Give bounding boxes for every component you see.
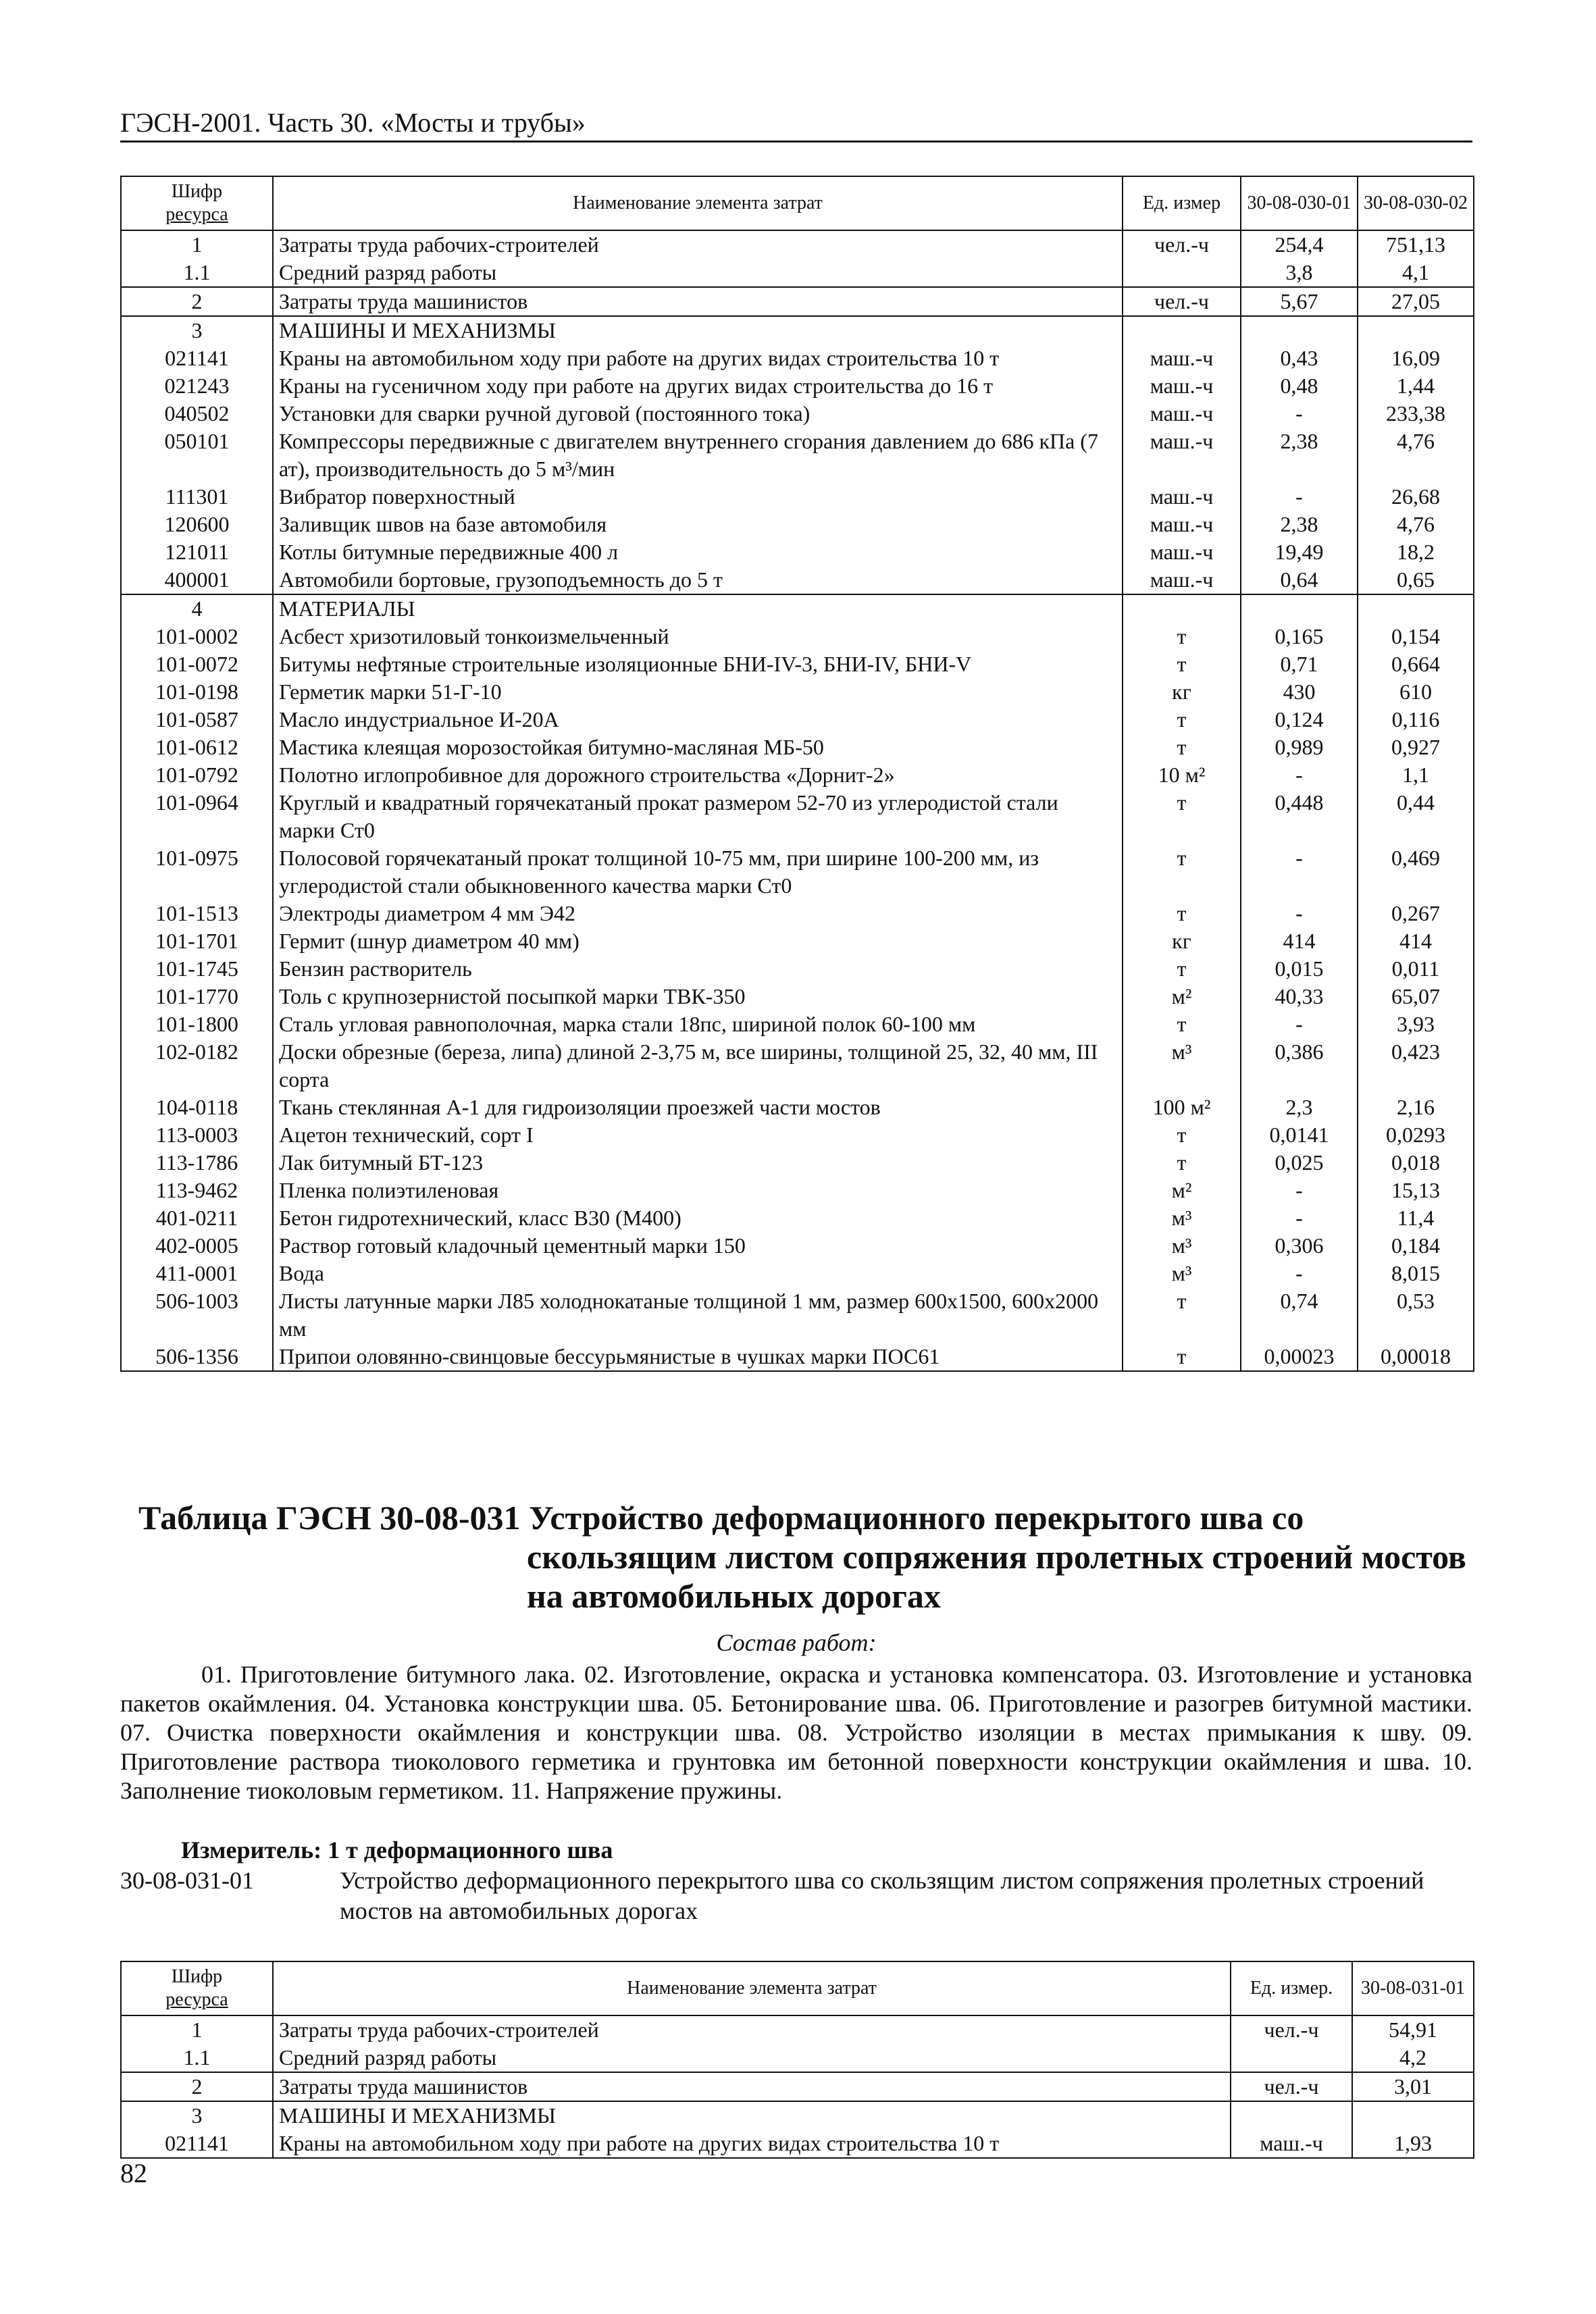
- norm-description: [120, 1866, 1472, 1926]
- cell-norm-2: 18,2: [1358, 538, 1474, 566]
- cell-unit: м³: [1123, 1038, 1241, 1094]
- cell-norm-1: 3,8: [1241, 259, 1358, 287]
- cell-name: Средний разряд работы: [273, 2044, 1231, 2072]
- cell-unit: т: [1123, 1010, 1241, 1038]
- cell-unit: [1123, 594, 1241, 623]
- table-row: [121, 2015, 1474, 2044]
- cell-name: Листы латунные марки Л85 холоднокатаные толщиной 1 мм, размер 600х1500, 600х2000 мм: [273, 1287, 1123, 1343]
- cell-norm-1: -: [1241, 1260, 1358, 1287]
- cell-norm-2: 3,93: [1358, 1010, 1474, 1038]
- cell-norm-1: 2,38: [1241, 511, 1358, 538]
- cell-unit: маш.-ч: [1123, 400, 1241, 428]
- cell-norm-1: 54,91: [1352, 2015, 1474, 2044]
- cell-unit: т: [1123, 1149, 1241, 1177]
- table-row: [121, 316, 1474, 344]
- cell-norm-2: 233,38: [1358, 400, 1474, 428]
- table-row: [121, 1094, 1474, 1121]
- cell-unit: м³: [1123, 1204, 1241, 1232]
- cell-name: Лак битумный БТ-123: [273, 1149, 1123, 1177]
- cell-name: Краны на гусеничном ходу при работе на других видах строительства до 16 т: [273, 372, 1123, 400]
- cell-norm-2: 8,015: [1358, 1260, 1474, 1287]
- cell-norm-1: 414: [1241, 927, 1358, 955]
- cell-norm-1: -: [1241, 1010, 1358, 1038]
- cell-name: Установки для сварки ручной дуговой (постоянного тока): [273, 400, 1123, 428]
- table-row: [121, 594, 1474, 623]
- cell-name: Вода: [273, 1260, 1123, 1287]
- cell-code: 021141: [121, 2130, 273, 2158]
- cell-unit: маш.-ч: [1123, 483, 1241, 511]
- cell-norm-1: -: [1241, 483, 1358, 511]
- norm-text: Устройство деформационного перекрытого шва со скользящим листом сопряжения пролетных строений мостов на автомобильных дорогах: [340, 1867, 1424, 1924]
- cell-norm-1: 254,4: [1241, 230, 1358, 259]
- composition-label: Состав работ:: [716, 1629, 877, 1656]
- cell-norm-2: [1358, 594, 1474, 623]
- cell-norm-1: 0,71: [1241, 650, 1358, 678]
- cell-norm-1: 0,124: [1241, 706, 1358, 734]
- cell-name: Затраты труда машинистов: [273, 287, 1123, 316]
- cell-norm-1: [1241, 594, 1358, 623]
- cell-name: Раствор готовый кладочный цементный марки 150: [273, 1232, 1123, 1260]
- cell-code: 113-0003: [121, 1121, 273, 1149]
- cell-norm-2: 65,07: [1358, 983, 1474, 1010]
- cell-unit: м³: [1123, 1232, 1241, 1260]
- cell-norm-1: 0,165: [1241, 623, 1358, 650]
- table-row: [121, 761, 1474, 789]
- table-row: [121, 511, 1474, 538]
- table-row: [121, 1204, 1474, 1232]
- cell-name: Полосовой горячекатаный прокат толщиной 10-75 мм, при ширине 100-200 мм, из углеродистой стали обыкновенного качества марки Ст0: [273, 844, 1123, 900]
- cell-code: 021141: [121, 344, 273, 372]
- cell-norm-2: 0,011: [1358, 955, 1474, 983]
- table-body: [121, 2015, 1474, 2158]
- cell-norm-1: 0,48: [1241, 372, 1358, 400]
- cell-unit: м³: [1123, 1260, 1241, 1287]
- table-row: [121, 344, 1474, 372]
- cell-unit: т: [1123, 1343, 1241, 1371]
- table-row: [121, 1149, 1474, 1177]
- cell-unit: чел.-ч: [1231, 2072, 1352, 2101]
- cell-norm-2: 0,469: [1358, 844, 1474, 900]
- cell-name: Ткань стеклянная А-1 для гидроизоляции проезжей части мостов: [273, 1094, 1123, 1121]
- cell-code: 101-0587: [121, 706, 273, 734]
- cell-code: 400001: [121, 566, 273, 594]
- cell-norm-2: 4,1: [1358, 259, 1474, 287]
- cell-name: Мастика клеящая морозостойкая битумно-масляная МБ-50: [273, 734, 1123, 761]
- cell-code: 401-0211: [121, 1204, 273, 1232]
- cell-unit: м²: [1123, 1177, 1241, 1204]
- measure-unit: Измеритель: 1 т деформационного шва: [181, 1836, 613, 1863]
- table-row: [121, 706, 1474, 734]
- cell-code: 050101: [121, 428, 273, 483]
- cell-name: Краны на автомобильном ходу при работе на других видах строительства 10 т: [273, 2130, 1231, 2158]
- cell-norm-1: 0,74: [1241, 1287, 1358, 1343]
- cell-unit: м²: [1123, 983, 1241, 1010]
- section-title-line-3: на автомобильных дорогах: [527, 1577, 941, 1615]
- cell-code: 101-0792: [121, 761, 273, 789]
- cell-norm-2: 26,68: [1358, 483, 1474, 511]
- cell-unit: маш.-ч: [1123, 428, 1241, 483]
- cell-code: 102-0182: [121, 1038, 273, 1094]
- cell-code: 2: [121, 287, 273, 316]
- cell-norm-1: 0,448: [1241, 789, 1358, 844]
- cell-name: Затраты труда рабочих-строителей: [273, 2015, 1231, 2044]
- cell-name: Асбест хризотиловый тонкоизмельченный: [273, 623, 1123, 650]
- col-header-name: Наименование элемента затрат: [273, 176, 1123, 230]
- cell-norm-1: 0,025: [1241, 1149, 1358, 1177]
- cell-norm-2: 4,76: [1358, 428, 1474, 483]
- cell-norm-2: 0,267: [1358, 900, 1474, 927]
- cell-norm-1: 4,2: [1352, 2044, 1474, 2072]
- cell-unit: маш.-ч: [1123, 511, 1241, 538]
- col-header-norm-1: 30-08-031-01: [1352, 1961, 1474, 2015]
- resource-table-030: [120, 176, 1474, 1372]
- cell-name: Круглый и квадратный горячекатаный прокат размером 52-70 из углеродистой стали марки Ст0: [273, 789, 1123, 844]
- cell-name: Заливщик швов на базе автомобиля: [273, 511, 1123, 538]
- table-header-row: [121, 1961, 1474, 2015]
- table-row: [121, 483, 1474, 511]
- section-title: [138, 1498, 1472, 1616]
- cell-code: 021243: [121, 372, 273, 400]
- table-row: [121, 1177, 1474, 1204]
- cell-norm-2: 0,00018: [1358, 1343, 1474, 1371]
- cell-code: 1.1: [121, 259, 273, 287]
- cell-unit: т: [1123, 1121, 1241, 1149]
- cell-norm-1: 430: [1241, 678, 1358, 706]
- cell-norm-2: 0,154: [1358, 623, 1474, 650]
- cell-name: Герметик марки 51-Г-10: [273, 678, 1123, 706]
- table-body: [121, 230, 1474, 1371]
- table-row: [121, 428, 1474, 483]
- table-row: [121, 1287, 1474, 1343]
- cell-unit: т: [1123, 789, 1241, 844]
- col-header-code: Шифр ресурса: [121, 1961, 273, 2015]
- table-row: [121, 734, 1474, 761]
- cell-unit: чел.-ч: [1123, 287, 1241, 316]
- cell-norm-1: 0,306: [1241, 1232, 1358, 1260]
- col-header-norm-1: 30-08-030-01: [1241, 176, 1358, 230]
- cell-unit: маш.-ч: [1231, 2130, 1352, 2158]
- cell-name: Битумы нефтяные строительные изоляционные БНИ-IV-3, БНИ-IV, БНИ-V: [273, 650, 1123, 678]
- cell-unit: маш.-ч: [1123, 566, 1241, 594]
- cell-unit: кг: [1123, 678, 1241, 706]
- cell-unit: т: [1123, 844, 1241, 900]
- cell-norm-2: 0,65: [1358, 566, 1474, 594]
- cell-norm-1: 0,989: [1241, 734, 1358, 761]
- table-header-row: [121, 176, 1474, 230]
- cell-norm-2: 1,44: [1358, 372, 1474, 400]
- cell-unit: т: [1123, 955, 1241, 983]
- cell-norm-2: 1,1: [1358, 761, 1474, 789]
- cell-name: Бензин растворитель: [273, 955, 1123, 983]
- cell-code: 506-1356: [121, 1343, 273, 1371]
- cell-name: Компрессоры передвижные с двигателем внутреннего сгорания давлением до 686 кПа (7 ат), производительность до 5 м³/мин: [273, 428, 1123, 483]
- cell-name: Полотно иглопробивное для дорожного строительства «Дорнит-2»: [273, 761, 1123, 789]
- cell-norm-2: 2,16: [1358, 1094, 1474, 1121]
- cell-norm-1: -: [1241, 1204, 1358, 1232]
- cell-name: Сталь угловая равнополочная, марка стали 18пс, шириной полок 60-100 мм: [273, 1010, 1123, 1038]
- cell-code: 101-0612: [121, 734, 273, 761]
- table-row: [121, 844, 1474, 900]
- cell-norm-2: 4,76: [1358, 511, 1474, 538]
- cell-norm-2: 16,09: [1358, 344, 1474, 372]
- cell-name: Пленка полиэтиленовая: [273, 1177, 1123, 1204]
- cell-norm-1: -: [1241, 844, 1358, 900]
- table-row: [121, 259, 1474, 287]
- cell-code: 101-0072: [121, 650, 273, 678]
- table-row: [121, 789, 1474, 844]
- cell-code: 1: [121, 2015, 273, 2044]
- cell-name: МАШИНЫ И МЕХАНИЗМЫ: [273, 316, 1123, 344]
- cell-norm-2: 0,018: [1358, 1149, 1474, 1177]
- norm-code: 30-08-031-01: [120, 1867, 254, 1894]
- cell-code: 402-0005: [121, 1232, 273, 1260]
- table-row: [121, 2130, 1474, 2158]
- cell-norm-1: -: [1241, 900, 1358, 927]
- table-row: [121, 1038, 1474, 1094]
- cell-unit: маш.-ч: [1123, 344, 1241, 372]
- cell-name: Ацетон технический, сорт I: [273, 1121, 1123, 1149]
- cell-norm-1: 5,67: [1241, 287, 1358, 316]
- cell-norm-1: 0,015: [1241, 955, 1358, 983]
- cell-code: 2: [121, 2072, 273, 2101]
- cell-name: Средний разряд работы: [273, 259, 1123, 287]
- cell-code: 113-1786: [121, 1149, 273, 1177]
- cell-norm-2: 751,13: [1358, 230, 1474, 259]
- cell-name: Толь с крупнозернистой посыпкой марки ТВК-350: [273, 983, 1123, 1010]
- cell-norm-1: -: [1241, 761, 1358, 789]
- table-row: [121, 955, 1474, 983]
- col-header-unit: Ед. измер: [1123, 176, 1241, 230]
- cell-name: Гермит (шнур диаметром 40 мм): [273, 927, 1123, 955]
- cell-norm-1: 0,43: [1241, 344, 1358, 372]
- cell-name: Бетон гидротехнический, класс В30 (М400): [273, 1204, 1123, 1232]
- cell-code: 101-0002: [121, 623, 273, 650]
- cell-unit: чел.-ч: [1123, 230, 1241, 259]
- cell-code: 101-1701: [121, 927, 273, 955]
- table-row: [121, 400, 1474, 428]
- table-row: [121, 1343, 1474, 1371]
- table-row: [121, 900, 1474, 927]
- cell-code: 113-9462: [121, 1177, 273, 1204]
- cell-unit: т: [1123, 650, 1241, 678]
- cell-name: МАТЕРИАЛЫ: [273, 594, 1123, 623]
- cell-unit: т: [1123, 734, 1241, 761]
- col-header-norm-2: 30-08-030-02: [1358, 176, 1474, 230]
- cell-norm-1: 2,3: [1241, 1094, 1358, 1121]
- table-row: [121, 650, 1474, 678]
- cell-code: 4: [121, 594, 273, 623]
- table-row: [121, 927, 1474, 955]
- table-row: [121, 2072, 1474, 2101]
- cell-code: 3: [121, 316, 273, 344]
- cell-norm-1: 0,386: [1241, 1038, 1358, 1094]
- cell-unit: 100 м²: [1123, 1094, 1241, 1121]
- cell-norm-2: 0,44: [1358, 789, 1474, 844]
- cell-norm-1: [1241, 316, 1358, 344]
- col-header-unit: Ед. измер.: [1231, 1961, 1352, 2015]
- cell-code: 121011: [121, 538, 273, 566]
- cell-unit: маш.-ч: [1123, 538, 1241, 566]
- cell-code: 104-0118: [121, 1094, 273, 1121]
- cell-norm-2: 0,423: [1358, 1038, 1474, 1094]
- cell-code: 411-0001: [121, 1260, 273, 1287]
- cell-unit: [1231, 2044, 1352, 2072]
- cell-unit: т: [1123, 623, 1241, 650]
- cell-name: Краны на автомобильном ходу при работе на других видах строительства 10 т: [273, 344, 1123, 372]
- cell-name: Электроды диаметром 4 мм Э42: [273, 900, 1123, 927]
- table-row: [121, 1010, 1474, 1038]
- cell-code: 101-0198: [121, 678, 273, 706]
- table-row: [121, 983, 1474, 1010]
- table-row: [121, 2044, 1474, 2072]
- cell-name: Масло индустриальное И-20А: [273, 706, 1123, 734]
- page-number: 82: [120, 2158, 147, 2188]
- cell-unit: [1231, 2101, 1352, 2130]
- cell-unit: кг: [1123, 927, 1241, 955]
- running-header: ГЭСН-2001. Часть 30. «Мосты и трубы»: [120, 107, 586, 138]
- cell-norm-1: 40,33: [1241, 983, 1358, 1010]
- cell-name: Котлы битумные передвижные 400 л: [273, 538, 1123, 566]
- cell-norm-1: 3,01: [1352, 2072, 1474, 2101]
- cell-code: 111301: [121, 483, 273, 511]
- cell-norm-2: 0,184: [1358, 1232, 1474, 1260]
- cell-norm-1: [1352, 2101, 1474, 2130]
- table-row: [121, 1260, 1474, 1287]
- cell-unit: т: [1123, 706, 1241, 734]
- cell-code: 3: [121, 2101, 273, 2130]
- col-header-code: Шифр ресурса: [121, 176, 273, 230]
- cell-norm-1: 1,93: [1352, 2130, 1474, 2158]
- cell-code: 120600: [121, 511, 273, 538]
- section-title-line-2: скользящим листом сопряжения пролетных строений мостов: [527, 1538, 1466, 1576]
- cell-code: 101-0964: [121, 789, 273, 844]
- col-header-name: Наименование элемента затрат: [273, 1961, 1231, 2015]
- cell-code: 1: [121, 230, 273, 259]
- work-composition-text: 01. Приготовление битумного лака. 02. Изготовление, окраска и установка компенсатора. 03. Изготовление и установка пакетов окаймления. 04. Установка конструкции шва. 05. Бетонирование шва. 06. Приготовление и разогрев битумной мастики. 07. Очистка поверхности окаймления и конструкции шва. 08. Устройство изоляции в местах примыкания к шву. 09. Приготовление раствора тиоколового герметика и грунтовка им бетонной поверхности конструкции окаймления и шва. 10. Заполнение тиоколовым герметиком. 11. Напряжение пружины.: [120, 1661, 1472, 1804]
- table-row: [121, 566, 1474, 594]
- section-title-line-1: Таблица ГЭСН 30-08-031 Устройство деформационного перекрытого шва со: [138, 1499, 1304, 1537]
- cell-norm-2: 0,927: [1358, 734, 1474, 761]
- cell-unit: т: [1123, 900, 1241, 927]
- table-row: [121, 372, 1474, 400]
- table-row: [121, 1121, 1474, 1149]
- cell-norm-2: 0,116: [1358, 706, 1474, 734]
- cell-code: 040502: [121, 400, 273, 428]
- cell-name: Вибратор поверхностный: [273, 483, 1123, 511]
- cell-name: МАШИНЫ И МЕХАНИЗМЫ: [273, 2101, 1231, 2130]
- resource-table-031: [120, 1961, 1474, 2159]
- cell-norm-2: 11,4: [1358, 1204, 1474, 1232]
- cell-code: 101-1745: [121, 955, 273, 983]
- cell-unit: маш.-ч: [1123, 372, 1241, 400]
- table-row: [121, 2101, 1474, 2130]
- table-row: [121, 678, 1474, 706]
- table-row: [121, 538, 1474, 566]
- cell-norm-2: 0,664: [1358, 650, 1474, 678]
- cell-unit: [1123, 259, 1241, 287]
- cell-code: 101-1513: [121, 900, 273, 927]
- table-row: [121, 287, 1474, 316]
- cell-name: Затраты труда рабочих-строителей: [273, 230, 1123, 259]
- cell-name: Автомобили бортовые, грузоподъемность до 5 т: [273, 566, 1123, 594]
- cell-name: Припои оловянно-свинцовые бессурьмянистые в чушках марки ПОС61: [273, 1343, 1123, 1371]
- cell-norm-2: 27,05: [1358, 287, 1474, 316]
- cell-code: 1.1: [121, 2044, 273, 2072]
- cell-unit: т: [1123, 1287, 1241, 1343]
- cell-norm-1: 0,64: [1241, 566, 1358, 594]
- cell-norm-2: [1358, 316, 1474, 344]
- cell-unit: [1123, 316, 1241, 344]
- cell-code: 101-0975: [121, 844, 273, 900]
- cell-name: Затраты труда машинистов: [273, 2072, 1231, 2101]
- cell-unit: 10 м²: [1123, 761, 1241, 789]
- cell-norm-2: 15,13: [1358, 1177, 1474, 1204]
- cell-norm-2: 414: [1358, 927, 1474, 955]
- table-row: [121, 623, 1474, 650]
- cell-code: 101-1770: [121, 983, 273, 1010]
- table-row: [121, 230, 1474, 259]
- cell-norm-1: 2,38: [1241, 428, 1358, 483]
- table-row: [121, 1232, 1474, 1260]
- header-rule: [120, 140, 1472, 143]
- cell-code: 506-1003: [121, 1287, 273, 1343]
- cell-norm-1: 19,49: [1241, 538, 1358, 566]
- cell-norm-2: 610: [1358, 678, 1474, 706]
- cell-norm-1: 0,00023: [1241, 1343, 1358, 1371]
- cell-norm-1: -: [1241, 400, 1358, 428]
- cell-unit: чел.-ч: [1231, 2015, 1352, 2044]
- cell-name: Доски обрезные (береза, липа) длиной 2-3,75 м, все ширины, толщиной 25, 32, 40 мм, III сорта: [273, 1038, 1123, 1094]
- cell-norm-1: -: [1241, 1177, 1358, 1204]
- cell-norm-2: 0,53: [1358, 1287, 1474, 1343]
- cell-norm-2: 0,0293: [1358, 1121, 1474, 1149]
- cell-norm-1: 0,0141: [1241, 1121, 1358, 1149]
- cell-code: 101-1800: [121, 1010, 273, 1038]
